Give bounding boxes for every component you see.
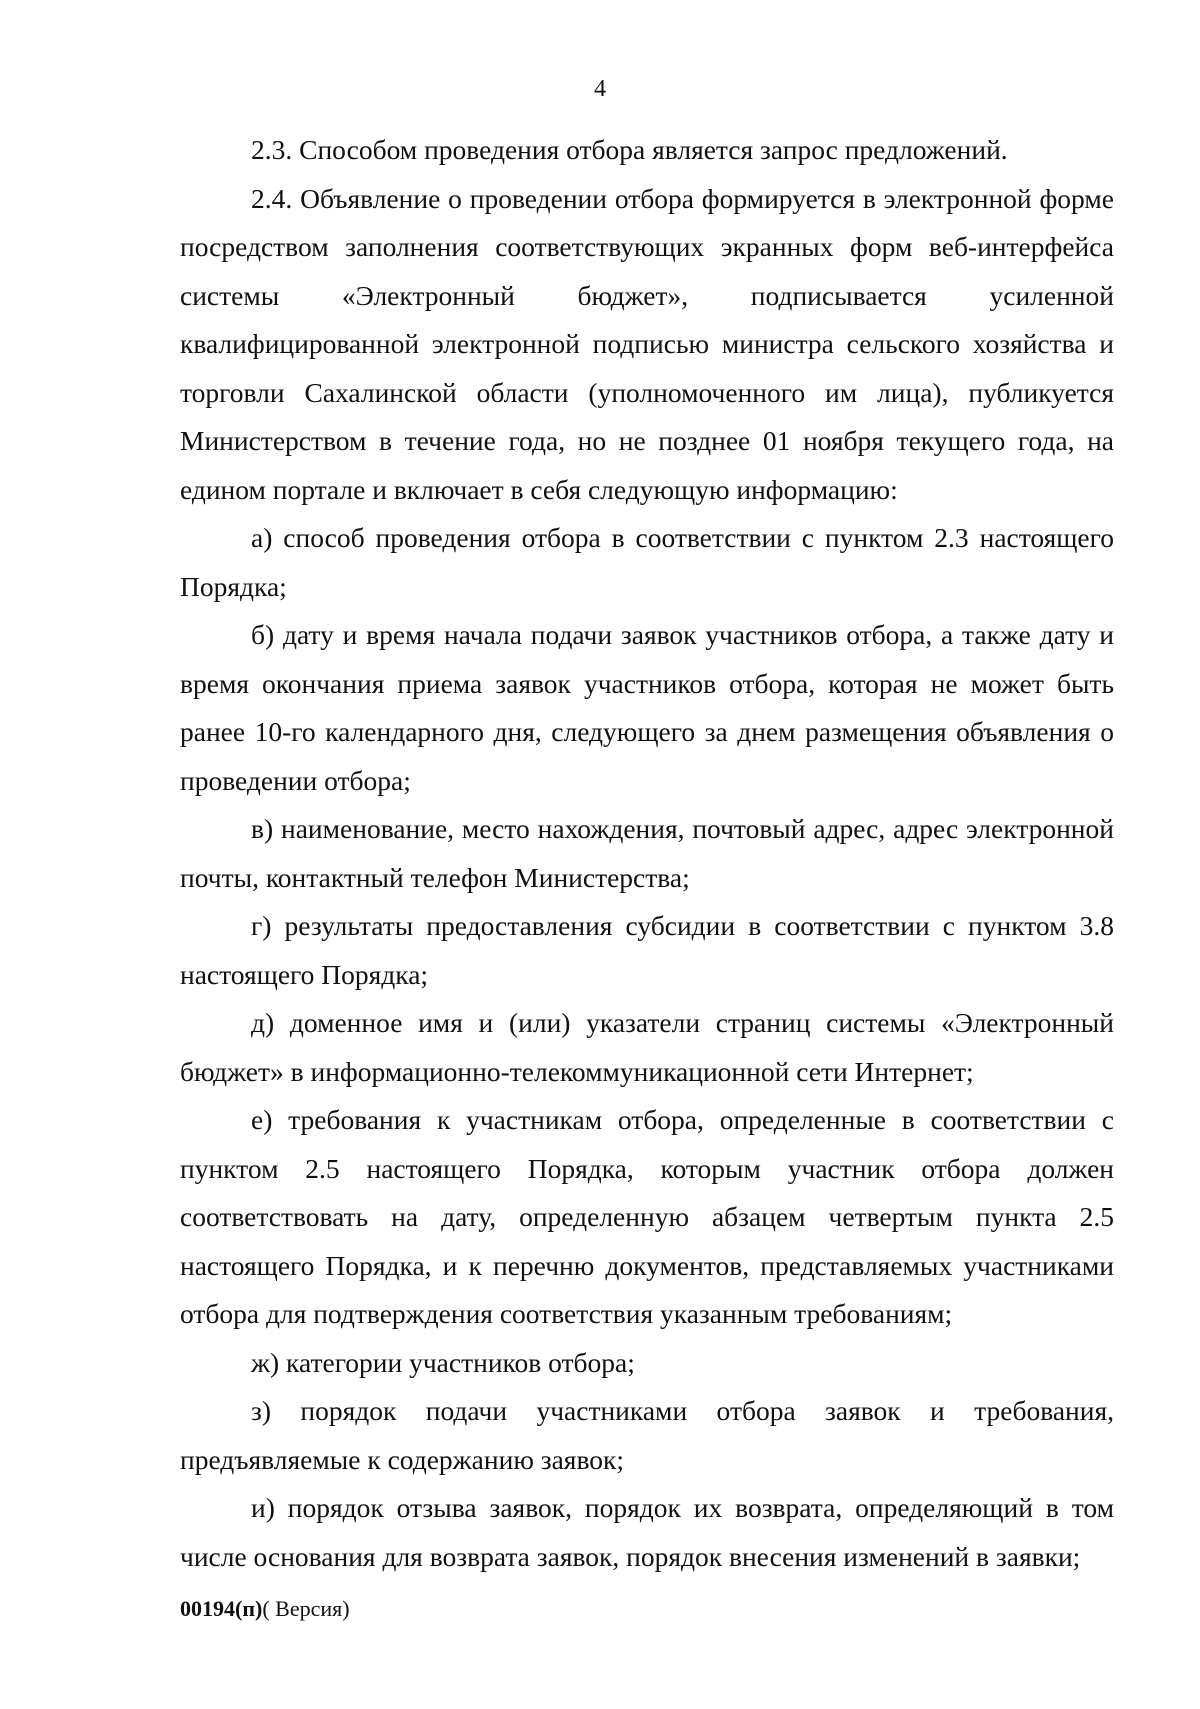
list-item-a: а) способ проведения отбора в соответствии с пунктом 2.3 настоящего Порядка; [180, 522, 1114, 602]
page-number: 4 [594, 76, 606, 102]
list-item-g: г) результаты предоставления субсидии в соответствии с пунктом 3.8 настоящего Порядка; [180, 910, 1114, 990]
document-version: ( Версия) [262, 1596, 350, 1621]
list-item-e: е) требования к участникам отбора, определенные в соответствии с пунктом 2.5 настоящего Порядка, которым участник отбора должен соответствовать на дату, определенную абзацем четвертым пункта 2.5 настоящего Порядка, и к перечню документов, представляемых участниками отбора для подтверждения соответствия указанным требованиям; [180, 1104, 1114, 1329]
document-body [180, 126, 1114, 1581]
list-item-v: в) наименование, место нахождения, почтовый адрес, адрес электронной почты, контактный телефон Министерства; [180, 813, 1114, 893]
list-item-i: и) порядок отзыва заявок, порядок их возврата, определяющий в том числе основания для возврата заявок, порядок внесения изменений в заявки; [180, 1492, 1114, 1572]
list-item-b: б) дату и время начала подачи заявок участников отбора, а также дату и время окончания приема заявок участников отбора, которая не может быть ранее 10-го календарного дня, следующего за днем размещения объявления о проведении отбора; [180, 619, 1114, 796]
list-item-zh: ж) категории участников отбора; [251, 1346, 635, 1378]
paragraph-2-3: 2.3. Способом проведения отбора является запрос предложений. [251, 134, 1008, 165]
list-item-d: д) доменное имя и (или) указатели страниц системы «Электронный бюджет» в информационно-телекоммуникационной сети Интернет; [180, 1007, 1114, 1087]
paragraph-2-4: 2.4. Объявление о проведении отбора формируется в электронной форме посредством заполнения соответствующих экранных форм веб-интерфейса системы «Электронный бюджет», подписывается усиленной квалифицированной электронной подписью министра сельского хозяйства и торговли Сахалинской области (уполномоченного им лица), публикуется Министерством в течение года, но не позднее 01 ноября текущего года, на едином портале и включает в себя следующую информацию: [180, 182, 1114, 505]
document-code: 00194(п) [180, 1596, 263, 1621]
document-footer [180, 1596, 350, 1622]
list-item-z: з) порядок подачи участниками отбора заявок и требования, предъявляемые к содержанию заявок; [180, 1395, 1114, 1475]
